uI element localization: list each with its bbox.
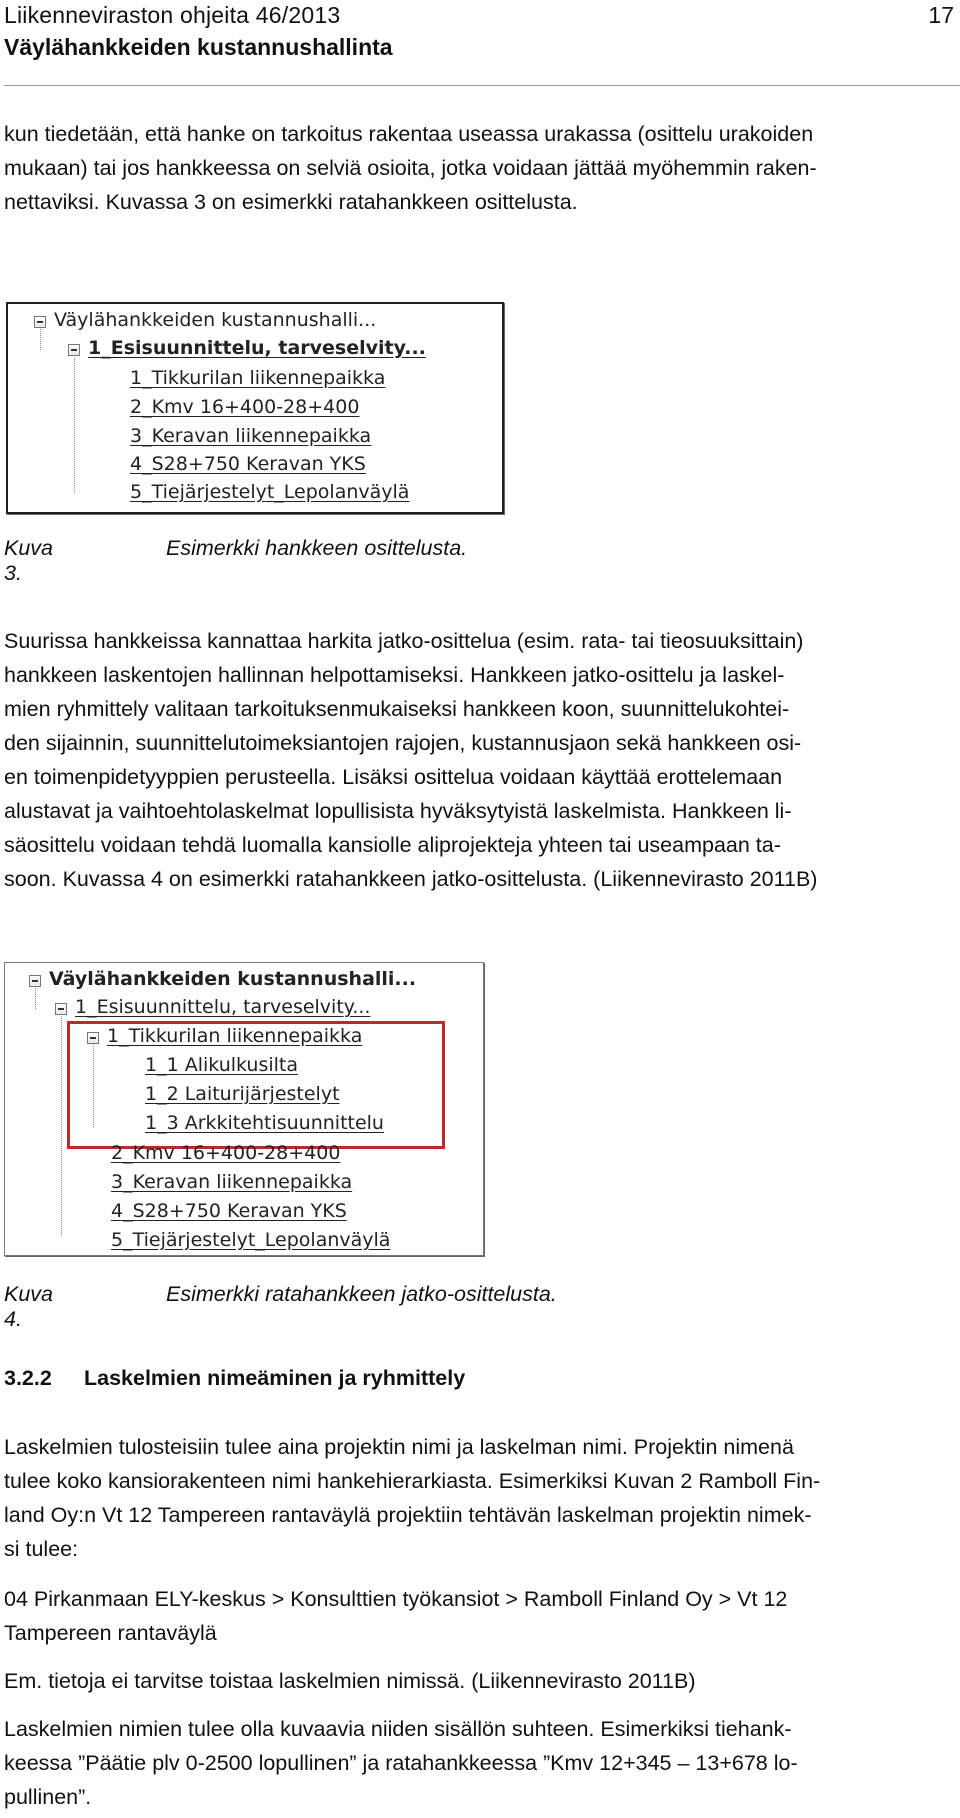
- tree-node-label: 1_Esisuunnittelu, tarveselvity...: [75, 996, 371, 1018]
- tree-node-label: 1_3 Arkkitehtisuunnittelu: [145, 1112, 384, 1134]
- paragraph-sub-division: [4, 624, 956, 896]
- tree-node-label: 4_S28+750 Keravan YKS: [130, 453, 366, 475]
- collapse-icon[interactable]: [87, 1032, 99, 1044]
- tree-node-label: Väylähankkeiden kustannushalli...: [49, 968, 417, 990]
- text-line: säosittelu voidaan tehdä luomalla kansiolle aliprojekteja yhteen tai useampaan ta-: [4, 833, 781, 857]
- tree-node-leaf[interactable]: [145, 1054, 298, 1076]
- section-title: Laskelmien nimeäminen ja ryhmittely: [84, 1366, 466, 1390]
- tree-node-label: 4_S28+750 Keravan YKS: [111, 1200, 347, 1222]
- tree-node-level1[interactable]: [68, 337, 426, 359]
- tree-node-leaf[interactable]: [130, 425, 371, 447]
- tree-node-root[interactable]: [29, 968, 416, 990]
- text-line: en toimenpidetyyppien perusteella. Lisäksi osittelua voidaan käyttää erottelemaan: [4, 765, 783, 789]
- text-line: 04 Pirkanmaan ELY-keskus > Konsulttien työkansiot > Ramboll Finland Oy > Vt 12: [4, 1587, 788, 1611]
- tree-node-leaf[interactable]: [111, 1200, 347, 1222]
- tree-node-leaf[interactable]: [111, 1142, 340, 1164]
- tree-connector: [61, 1013, 62, 1235]
- caption-text: Esimerkki hankkeen osittelusta.: [166, 536, 468, 560]
- tree-node-leaf[interactable]: [130, 453, 366, 475]
- text-line: mien ryhmittely valitaan tarkoituksenmukaiseksi hankkeen koon, suunnittelukohtei-: [4, 697, 790, 721]
- caption-number: Kuva 3.: [4, 536, 54, 585]
- tree-node-label: 5_Tiejärjestelyt_Lepolanväylä: [111, 1229, 391, 1251]
- tree-node-label: 2_Kmv 16+400-28+400: [130, 396, 360, 418]
- tree-node-label: Väylähankkeiden kustannushalli...: [54, 309, 377, 331]
- figure-3-tree-screenshot: [6, 302, 504, 514]
- tree-node-label: 1_2 Laiturijärjestelyt: [145, 1083, 340, 1105]
- text-line: mukaan) tai jos hankkeessa on selviä osioita, jotka voidaan jättää myöhemmin raken-: [4, 156, 817, 180]
- text-line: soon. Kuvassa 4 on esimerkki ratahankkeen jatko-osittelusta. (Liikennevirasto 2011B): [4, 867, 818, 891]
- document-title: Väylähankkeiden kustannushallinta: [4, 34, 393, 60]
- text-line: Em. tietoja ei tarvitse toistaa laskelmien nimissä. (Liikennevirasto 2011B): [4, 1669, 696, 1693]
- tree-node-leaf[interactable]: [130, 367, 385, 389]
- tree-node-leaf[interactable]: [145, 1112, 384, 1134]
- tree-node-label: 2_Kmv 16+400-28+400: [111, 1142, 341, 1164]
- text-line: pullinen”.: [4, 1785, 92, 1809]
- text-line: nettaviksi. Kuvassa 3 on esimerkki ratahankkeen osittelusta.: [4, 190, 578, 214]
- paragraph-descriptive-names: [4, 1712, 956, 1814]
- tree-node-label: 3_Keravan liikennepaikka: [130, 425, 372, 447]
- figure-4-tree-screenshot: [4, 962, 484, 1256]
- collapse-icon[interactable]: [29, 975, 41, 987]
- tree-node-root[interactable]: [34, 309, 376, 331]
- text-line: den sijainnin, suunnittelutoimeksiantojen rajojen, kustannusjaon sekä hankkeen osi-: [4, 731, 802, 755]
- text-line: tulee koko kansiorakenteen nimi hankehierarkiasta. Esimerkiksi Kuvan 2 Ramboll Fin-: [4, 1469, 821, 1493]
- section-number: 3.2.2: [4, 1366, 52, 1390]
- tree-node-label: 1_Tikkurilan liikennepaikka: [130, 367, 386, 389]
- text-line: keessa ”Päätie plv 0-2500 lopullinen” ja ratahankkeessa ”Kmv 12+345 – 13+678 lo-: [4, 1751, 798, 1775]
- text-line: alustavat ja vaihtoehtolaskelmat lopullisista hyväksytyistä laskelmista. Hankkeen li-: [4, 799, 792, 823]
- collapse-icon[interactable]: [68, 344, 80, 356]
- header-divider: [4, 85, 960, 86]
- text-line: Laskelmien nimien tulee olla kuvaavia niiden sisällön suhteen. Esimerkiksi tiehank-: [4, 1717, 792, 1741]
- paragraph-note: [4, 1664, 956, 1698]
- text-line: Suurissa hankkeissa kannattaa harkita jatko-osittelua (esim. rata- tai tieosuuksittain): [4, 629, 804, 653]
- caption-text: Esimerkki ratahankkeen jatko-osittelusta.: [166, 1282, 557, 1306]
- paragraph-intro: [4, 117, 956, 219]
- tree-node-label: 3_Keravan liikennepaikka: [111, 1171, 353, 1193]
- collapse-icon[interactable]: [55, 1003, 67, 1015]
- tree-node-level1[interactable]: [55, 996, 370, 1018]
- publication-series: Liikenneviraston ohjeita 46/2013: [4, 2, 341, 28]
- page-header: [4, 0, 954, 80]
- tree-node-label: 1_1 Alikulkusilta: [145, 1054, 299, 1076]
- collapse-icon[interactable]: [34, 316, 46, 328]
- tree-node-label: 1_Esisuunnittelu, tarveselvity...: [88, 337, 426, 359]
- tree-connector: [74, 352, 75, 492]
- caption-number: Kuva 4.: [4, 1282, 54, 1331]
- text-line: kun tiedetään, että hanke on tarkoitus rakentaa useassa urakassa (osittelu urakoiden: [4, 122, 814, 146]
- tree-node-leaf[interactable]: [130, 396, 359, 418]
- paragraph-naming: [4, 1430, 956, 1566]
- text-line: Tampereen rantaväylä: [4, 1621, 217, 1645]
- tree-node-label: 1_Tikkurilan liikennepaikka: [107, 1025, 363, 1047]
- tree-node-leaf[interactable]: [111, 1229, 390, 1251]
- text-line: land Oy:n Vt 12 Tampereen rantaväylä projektiin tehtävän laskelman projektin nimek-: [4, 1503, 812, 1527]
- paragraph-project-path: [4, 1582, 956, 1650]
- tree-node-leaf[interactable]: [145, 1083, 340, 1105]
- tree-node-leaf[interactable]: [130, 481, 409, 503]
- page-number: 17: [928, 2, 954, 28]
- text-line: Laskelmien tulosteisiin tulee aina projektin nimi ja laskelman nimi. Projektin nimenä: [4, 1435, 794, 1459]
- text-line: si tulee:: [4, 1537, 79, 1561]
- text-line: hankkeen laskentojen hallinnan helpottamiseksi. Hankkeen jatko-osittelu ja laskel-: [4, 663, 785, 687]
- tree-node-label: 5_Tiejärjestelyt_Lepolanväylä: [130, 481, 410, 503]
- tree-node-leaf[interactable]: [111, 1171, 352, 1193]
- tree-node-level2-expanded[interactable]: [87, 1025, 362, 1047]
